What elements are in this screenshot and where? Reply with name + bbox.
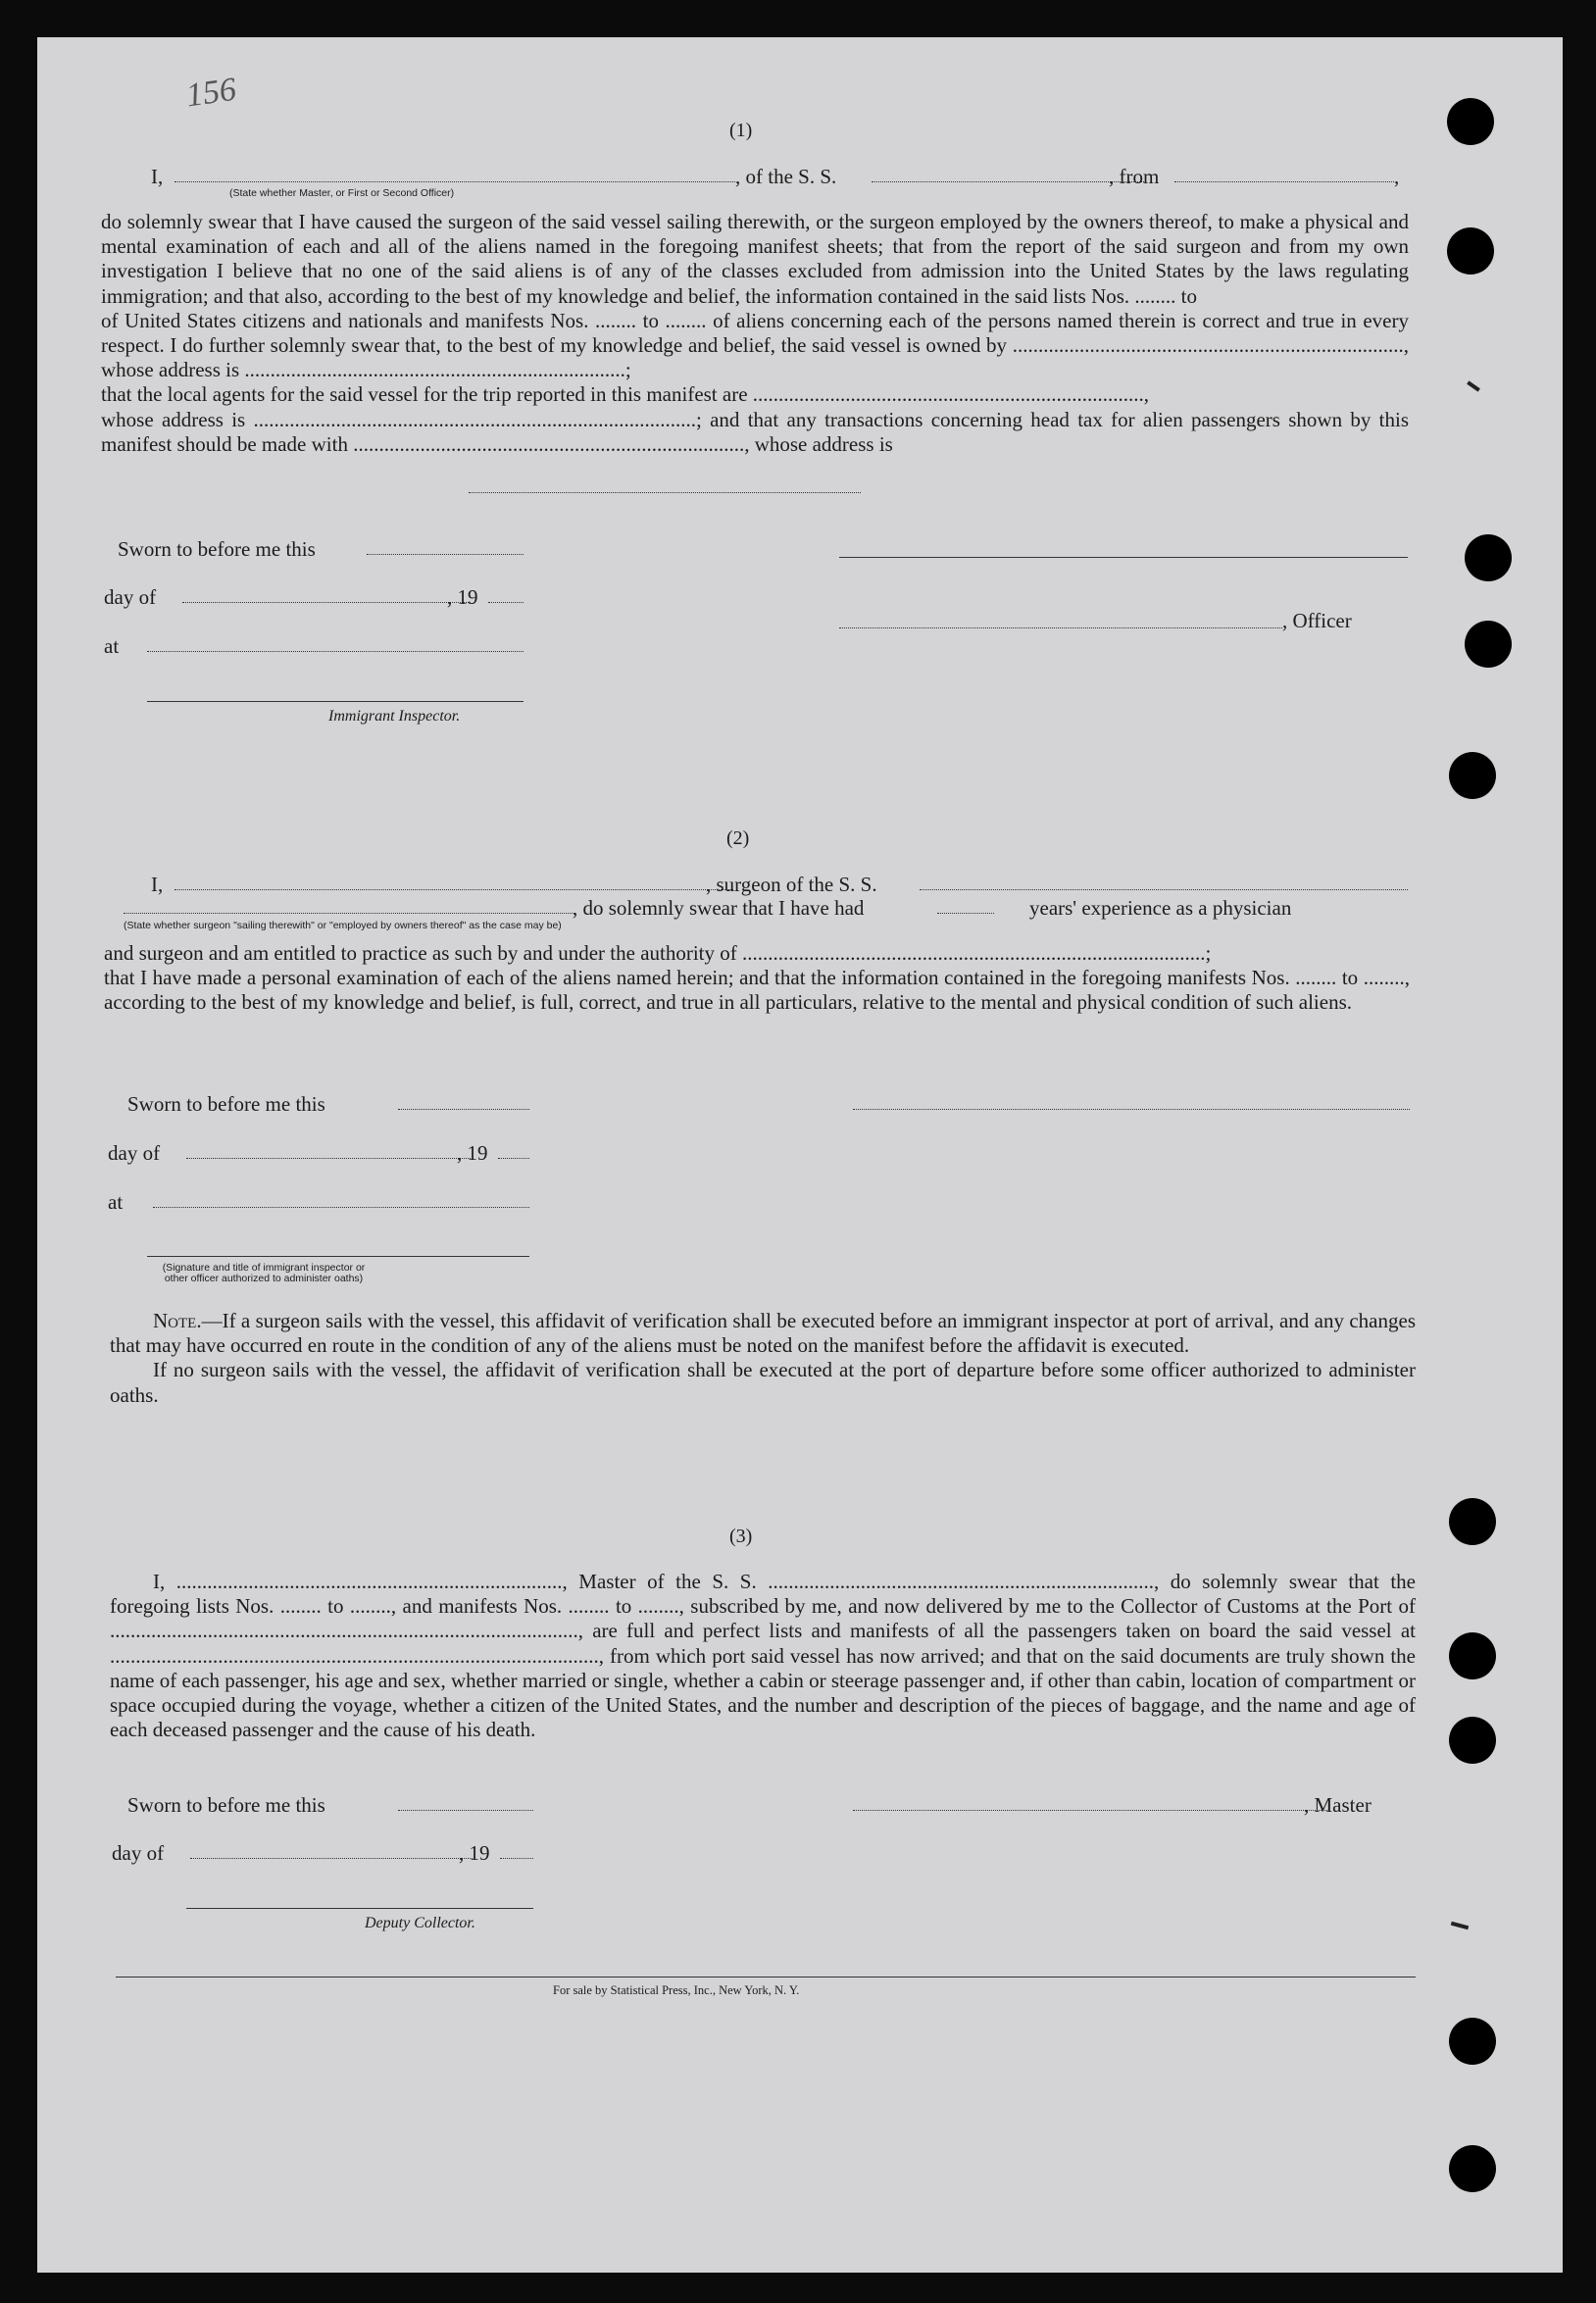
s1-i-label: I, — [151, 165, 164, 188]
note-label: Note. — [153, 1309, 202, 1332]
s3-oath-paragraph — [110, 1570, 1416, 1742]
s1-body-4: whose address is ......................................................................................; and that any transactions concerning head tax for alien passengers shown by this manifest should be made with ............................................................................, whose address is — [101, 407, 1409, 456]
s2-body-2: that I have made a personal examination of each of the aliens named herein; and that the information contained in the foregoing manifests Nos. ........ to ........, according to the best of my knowledge and belief, is full, correct, and true in all particulars, relative to the mental and physical condition of such aliens. — [104, 966, 1410, 1015]
s3-master-label: , Master — [1304, 1793, 1372, 1817]
s1-from-label: , from — [1109, 165, 1160, 188]
s1-sworn-label: Sworn to before me this — [118, 537, 316, 561]
handwritten-page-number: 156 — [183, 71, 239, 115]
s1-year-label: , 19 — [447, 585, 478, 609]
footer-imprint: For sale by Statistical Press, Inc., New York, N. Y. — [553, 1983, 800, 1997]
s3-sworn-label: Sworn to before me this — [127, 1793, 325, 1817]
punch-hole — [1447, 98, 1494, 145]
s2-years-label: years' experience as a physician — [1029, 896, 1292, 920]
note-text-2: If no surgeon sails with the vessel, the affidavit of verification shall be executed at the port of departure before some officer authorized to administer oaths. — [110, 1358, 1416, 1407]
section-1-number: (1) — [729, 120, 753, 141]
s3-year-label: , 19 — [459, 1841, 490, 1865]
s1-body-1: do solemnly swear that I have caused the surgeon of the said vessel sailing therewith, or the surgeon employed by the owners thereof, to make a physical and mental examination of each and all of the aliens named in the foregoing manifest sheets; that from the report of the said surgeon and from my own investigation I believe that no one of the said aliens is of any of the classes excluded from admission into the United States by the laws regulating immigration; and that also, according to the best of my knowledge and belief, the information contained in the said lists Nos. ........ to — [101, 210, 1409, 308]
s3-collector-caption: Deputy Collector. — [365, 1915, 475, 1931]
punch-hole — [1449, 2018, 1496, 2065]
s2-sworn-label: Sworn to before me this — [127, 1092, 325, 1116]
s2-signature-caption: (Signature and title of immigrant inspector or other officer authorized to administer oaths) — [162, 1262, 366, 1284]
s2-day-of-label: day of — [108, 1141, 161, 1165]
s2-surgeon-of-ss-label: , surgeon of the S. S. — [706, 873, 877, 896]
punch-hole — [1449, 1717, 1496, 1764]
s1-at-label: at — [104, 634, 120, 658]
section-3-number: (3) — [729, 1526, 753, 1547]
punch-hole — [1465, 621, 1512, 668]
s3-body-1: I, ..........................................................................., Master of the S. S. ..........................................................................., do solemnly swear that the foregoing lists Nos. ........ to ........, and manifests Nos. ........ to ........, subscribed by me, and now delivered by me to the Collector of Customs at the Port of ..........................................................................................., are full and perfect lists and manifests of all the passengers taken on board the said vessel at ..............................................................................................., from which port said vessel has now arrived; and that on the said documents are truly shown the name of each passenger, his age and sex, whether married or single, whether a cabin or steerage passenger and, if other than cabin, location of compartment or space occupied during the voyage, whether a citizen of the United States, and the number and description of the pieces of baggage, and the name and age of each deceased passenger and the cause of his death. — [110, 1570, 1416, 1742]
s1-officer-label: , Officer — [1282, 609, 1352, 632]
note-text: —If a surgeon sails with the vessel, this affidavit of verification shall be executed before an immigrant inspector at port of arrival, and any changes that may have occurred en route in the condition of any of the aliens must be noted on the manifest before the affidavit is executed. — [110, 1309, 1416, 1358]
punch-hole — [1449, 2145, 1496, 2192]
s1-of-ss-label: , of the S. S. — [735, 165, 837, 188]
s2-surgeon-caption: (State whether surgeon "sailing therewith" or "employed by owners thereof" as the case may be) — [124, 920, 562, 931]
s2-note-paragraph — [110, 1309, 1416, 1408]
s2-oath-paragraph — [104, 941, 1410, 1016]
punch-hole — [1449, 1498, 1496, 1545]
section-2-number: (2) — [726, 827, 750, 849]
s3-day-of-label: day of — [112, 1841, 165, 1865]
s1-body-2: of United States citizens and nationals and manifests Nos. ........ to ........ of aliens concerning each of the persons named therein is correct and true in every respect. I do further solemnly swear that, to the best of my knowledge and belief, the said vessel is owned by ............................................................................, whose address is ..........................................................................; — [101, 308, 1409, 382]
form-page: 156 (1) I, (State whether Master, or First or Second Officer) , of the S. S. , from , do solemnly swear that I have caused the surgeon of the said vessel sailing therewith, or the surgeon employed by the owners thereof, to make a physical and mental examination of each and all of the aliens named in the foregoing manifest sheets; that from the report of the said surgeon and from my own investigation I believe that no one of the said aliens is of any of the classes excluded from admission into the United States by the laws regulating immigration; and that also, according to the best of my knowledge and belief, the information contained in the said lists Nos. ........ to of United States citizens and nationals and manifests Nos. ........ to ........ of aliens concerning each of the persons named therein is correct and true in every respect. I do further solemnly swear that, to the best of my knowledge and belief, the said vessel is owned by ............................................................................, whose address is ..........................................................................; that the local agents for the said vessel for the trip reported in this manifest are ............................................................................, whose address is ......................................................................................; and that any transactions concerning head tax for alien passengers shown by this manifest should be made with ............................................................................, whose address is Sworn to before me this day of , 19 , Officer at Immigrant Inspector. (2) I, , surgeon of the S. S. , do solemnly swear that I have had years' experience as a physician (State whether surgeon "sailing therewith" or "employed by owners thereof" as the case may be) and surgeon and am entitled to practice as such by and under the authority of ..........................................................................................; that I have made a personal examination of each of the aliens named herein; and that the information contained in the foregoing manifests Nos. ........ to ........, according to the best of my knowledge and belief, is full, correct, and true in all particulars, relative to the mental and physical condition of such aliens. Sworn to before me this day of , 19 at (Signature and title of immigrant inspector or other officer authorized to administer oaths) Note.—If a surgeon sails with the vessel, this affidavit of verification shall be executed before an immigrant inspector at port of arrival, and any changes that may have occurred en route in the condition of any of the aliens must be noted on the manifest before the affidavit is executed. If no surgeon sails with the vessel, the affidavit of verification shall be executed at the port of departure before some officer authorized to administer oaths. (3) I, ..........................................................................., Master of the S. S. ..........................................................................., do solemnly swear that the foregoing lists Nos. ........ to ........, and manifests Nos. ........ to ........, subscribed by me, and now delivered by me to the Collector of Customs at the Port of ..........................................................................................., are full and perfect lists and manifests of all the passengers taken on board the said vessel at ..............................................................................................., from which port said vessel has now arrived; and that on the said documents are truly shown the name of each passenger, his age and sex, whether married or single, whether a cabin or steerage passenger and, if other than cabin, location of compartment or space occupied during the voyage, whether a citizen of the United States, and the number and description of the pieces of baggage, and the name and age of each deceased passenger and the cause of his death. Sworn to before me this , Master day of , 19 Deputy Collector. For sale by Statistical Press, Inc., New York, N. Y. — [37, 37, 1563, 2273]
s1-body-3: that the local agents for the said vessel for the trip reported in this manifest are ............................................................................, — [101, 382, 1150, 407]
s1-oath-paragraph — [101, 210, 1409, 457]
s2-i-label: I, — [151, 873, 164, 896]
punch-hole — [1465, 534, 1512, 581]
s2-body-1: and surgeon and am entitled to practice as such by and under the authority of ..........................................................................................; — [104, 941, 1212, 965]
punch-hole — [1449, 752, 1496, 799]
s1-inspector-caption: Immigrant Inspector. — [328, 708, 461, 725]
punch-hole — [1449, 1632, 1496, 1679]
s2-year-label: , 19 — [457, 1141, 488, 1165]
s2-swear-label: , do solemnly swear that I have had — [573, 896, 865, 920]
s1-day-of-label: day of — [104, 585, 157, 609]
s1-officer-caption: (State whether Master, or First or Second Officer) — [229, 187, 455, 199]
punch-hole — [1447, 227, 1494, 275]
s2-at-label: at — [108, 1190, 124, 1214]
